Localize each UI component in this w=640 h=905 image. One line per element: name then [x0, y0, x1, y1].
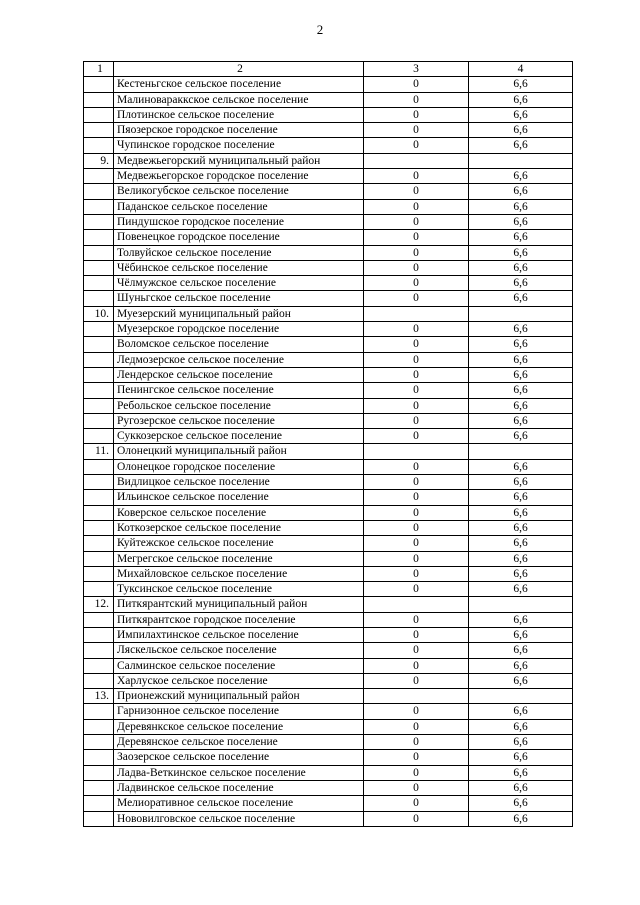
page-number: 2 — [316, 22, 324, 37]
district-row — [84, 689, 573, 704]
table-row — [84, 780, 573, 795]
value-col-3: 0 — [364, 719, 469, 734]
value-col-4: 6,6 — [469, 92, 573, 107]
value-col-3: 0 — [364, 276, 469, 291]
table-row — [84, 505, 573, 520]
value-col-4: 6,6 — [469, 536, 573, 551]
value-col-4: 6,6 — [469, 582, 573, 597]
value-col-4: 6,6 — [469, 413, 573, 428]
row-number — [84, 429, 114, 444]
value-col-3: 0 — [364, 490, 469, 505]
row-number — [84, 780, 114, 795]
settlement-name: Гарнизонное сельское поселение — [114, 704, 364, 719]
row-number — [84, 337, 114, 352]
settlement-name: Муезерский муниципальный район — [114, 306, 364, 321]
value-col-3: 0 — [364, 551, 469, 566]
table-row — [84, 92, 573, 107]
table-header — [84, 62, 573, 77]
row-number — [84, 658, 114, 673]
value-col-3: 0 — [364, 673, 469, 688]
settlement-name: Олонецкое городское поселение — [114, 459, 364, 474]
table-row — [84, 367, 573, 382]
settlement-name: Малиновараккское сельское поселение — [114, 92, 364, 107]
value-col-3: 0 — [364, 337, 469, 352]
header-col-3: 3 — [364, 62, 469, 77]
row-number — [84, 673, 114, 688]
value-col-4: 6,6 — [469, 383, 573, 398]
value-col-3: 0 — [364, 260, 469, 275]
settlement-name: Паданское сельское поселение — [114, 199, 364, 214]
district-row — [84, 597, 573, 612]
value-col-4: 6,6 — [469, 780, 573, 795]
settlement-name: Чёбинское сельское поселение — [114, 260, 364, 275]
row-number — [84, 490, 114, 505]
settlement-name: Лендерское сельское поселение — [114, 367, 364, 382]
row-number — [84, 138, 114, 153]
value-col-3: 0 — [364, 796, 469, 811]
table-row — [84, 673, 573, 688]
table-row — [84, 107, 573, 122]
row-number — [84, 123, 114, 138]
table-row — [84, 352, 573, 367]
table-row — [84, 276, 573, 291]
settlement-name: Повенецкое городское поселение — [114, 230, 364, 245]
value-col-3: 0 — [364, 352, 469, 367]
settlement-name: Толвуйское сельское поселение — [114, 245, 364, 260]
settlements-table — [83, 61, 573, 827]
settlement-name: Ильинское сельское поселение — [114, 490, 364, 505]
row-number — [84, 398, 114, 413]
value-col-4 — [469, 597, 573, 612]
value-col-3: 0 — [364, 169, 469, 184]
value-col-3: 0 — [364, 138, 469, 153]
table-row — [84, 138, 573, 153]
value-col-4: 6,6 — [469, 367, 573, 382]
value-col-4: 6,6 — [469, 169, 573, 184]
settlement-name: Ладва-Веткинское сельское поселение — [114, 765, 364, 780]
settlement-name: Салминское сельское поселение — [114, 658, 364, 673]
settlement-name: Воломское сельское поселение — [114, 337, 364, 352]
table-row — [84, 383, 573, 398]
row-number — [84, 750, 114, 765]
table-row — [84, 490, 573, 505]
row-number — [84, 383, 114, 398]
table-row — [84, 413, 573, 428]
settlement-name: Олонецкий муниципальный район — [114, 444, 364, 459]
row-number — [84, 811, 114, 826]
row-number — [84, 643, 114, 658]
table-row — [84, 322, 573, 337]
value-col-3 — [364, 153, 469, 168]
value-col-4: 6,6 — [469, 260, 573, 275]
value-col-3: 0 — [364, 582, 469, 597]
settlement-name: Медвежьегорское городское поселение — [114, 169, 364, 184]
settlement-name: Питкярантский муниципальный район — [114, 597, 364, 612]
value-col-3: 0 — [364, 536, 469, 551]
table-row — [84, 260, 573, 275]
value-col-4: 6,6 — [469, 276, 573, 291]
row-number: 12. — [84, 597, 114, 612]
settlement-name: Медвежьегорский муниципальный район — [114, 153, 364, 168]
row-number — [84, 77, 114, 92]
value-col-4: 6,6 — [469, 138, 573, 153]
table-row — [84, 704, 573, 719]
value-col-4: 6,6 — [469, 230, 573, 245]
value-col-3: 0 — [364, 398, 469, 413]
value-col-3: 0 — [364, 107, 469, 122]
table-row — [84, 612, 573, 627]
settlement-name: Импилахтинское сельское поселение — [114, 627, 364, 642]
settlement-name: Прионежский муниципальный район — [114, 689, 364, 704]
settlement-name: Ладвинское сельское поселение — [114, 780, 364, 795]
district-row — [84, 153, 573, 168]
settlement-name: Суккозерское сельское поселение — [114, 429, 364, 444]
value-col-4: 6,6 — [469, 643, 573, 658]
table-row — [84, 169, 573, 184]
row-number — [84, 184, 114, 199]
value-col-4: 6,6 — [469, 520, 573, 535]
table-row — [84, 750, 573, 765]
row-number — [84, 627, 114, 642]
row-number — [84, 322, 114, 337]
value-col-3: 0 — [364, 291, 469, 306]
settlement-name: Ребольское сельское поселение — [114, 398, 364, 413]
settlement-name: Михайловское сельское поселение — [114, 566, 364, 581]
table-row — [84, 214, 573, 229]
row-number — [84, 520, 114, 535]
value-col-4: 6,6 — [469, 796, 573, 811]
settlement-name: Пиндушское городское поселение — [114, 214, 364, 229]
value-col-4: 6,6 — [469, 658, 573, 673]
table-row — [84, 658, 573, 673]
settlement-name: Мегрегское сельское поселение — [114, 551, 364, 566]
value-col-3: 0 — [364, 123, 469, 138]
value-col-3 — [364, 306, 469, 321]
settlement-name: Заозерское сельское поселение — [114, 750, 364, 765]
value-col-3: 0 — [364, 520, 469, 535]
value-col-4: 6,6 — [469, 199, 573, 214]
settlement-name: Деревянское сельское поселение — [114, 735, 364, 750]
table-row — [84, 291, 573, 306]
table-row — [84, 123, 573, 138]
row-number: 10. — [84, 306, 114, 321]
table-row — [84, 230, 573, 245]
row-number: 11. — [84, 444, 114, 459]
table-row — [84, 811, 573, 826]
value-col-3 — [364, 689, 469, 704]
district-row — [84, 444, 573, 459]
settlement-name: Кестеньгское сельское поселение — [114, 77, 364, 92]
value-col-3: 0 — [364, 199, 469, 214]
table-row — [84, 796, 573, 811]
row-number — [84, 214, 114, 229]
settlement-name: Ляскельское сельское поселение — [114, 643, 364, 658]
value-col-3: 0 — [364, 627, 469, 642]
row-number — [84, 475, 114, 490]
value-col-3: 0 — [364, 245, 469, 260]
table-row — [84, 627, 573, 642]
value-col-4: 6,6 — [469, 719, 573, 734]
value-col-3 — [364, 444, 469, 459]
value-col-4 — [469, 444, 573, 459]
row-number — [84, 704, 114, 719]
table-row — [84, 199, 573, 214]
row-number — [84, 582, 114, 597]
value-col-4: 6,6 — [469, 245, 573, 260]
row-number — [84, 245, 114, 260]
value-col-3: 0 — [364, 735, 469, 750]
table-row — [84, 566, 573, 581]
value-col-4: 6,6 — [469, 475, 573, 490]
settlement-name: Нововилговское сельское поселение — [114, 811, 364, 826]
value-col-3: 0 — [364, 780, 469, 795]
row-number — [84, 796, 114, 811]
value-col-3: 0 — [364, 475, 469, 490]
value-col-4: 6,6 — [469, 505, 573, 520]
value-col-4 — [469, 689, 573, 704]
table-row — [84, 765, 573, 780]
value-col-3: 0 — [364, 184, 469, 199]
table-row — [84, 551, 573, 566]
value-col-4: 6,6 — [469, 337, 573, 352]
settlement-name: Туксинское сельское поселение — [114, 582, 364, 597]
settlement-name: Коверское сельское поселение — [114, 505, 364, 520]
row-number — [84, 566, 114, 581]
value-col-3 — [364, 597, 469, 612]
row-number — [84, 291, 114, 306]
district-row — [84, 306, 573, 321]
value-col-4: 6,6 — [469, 811, 573, 826]
settlement-name: Куйтежское сельское поселение — [114, 536, 364, 551]
value-col-3: 0 — [364, 413, 469, 428]
table-row — [84, 184, 573, 199]
settlement-name: Пенингское сельское поселение — [114, 383, 364, 398]
value-col-3: 0 — [364, 612, 469, 627]
settlement-name: Муезерское городское поселение — [114, 322, 364, 337]
header-col-4: 4 — [469, 62, 573, 77]
row-number — [84, 765, 114, 780]
value-col-3: 0 — [364, 566, 469, 581]
value-col-4: 6,6 — [469, 612, 573, 627]
row-number — [84, 352, 114, 367]
row-number — [84, 505, 114, 520]
table-row — [84, 719, 573, 734]
value-col-4 — [469, 153, 573, 168]
value-col-4: 6,6 — [469, 398, 573, 413]
row-number — [84, 276, 114, 291]
table-row — [84, 536, 573, 551]
value-col-4: 6,6 — [469, 459, 573, 474]
row-number — [84, 107, 114, 122]
row-number — [84, 260, 114, 275]
value-col-3: 0 — [364, 505, 469, 520]
table-body — [84, 77, 573, 827]
settlement-name: Видлицкое сельское поселение — [114, 475, 364, 490]
row-number — [84, 612, 114, 627]
settlement-name: Ледмозерское сельское поселение — [114, 352, 364, 367]
value-col-3: 0 — [364, 92, 469, 107]
value-col-4: 6,6 — [469, 107, 573, 122]
value-col-3: 0 — [364, 643, 469, 658]
row-number — [84, 719, 114, 734]
value-col-3: 0 — [364, 383, 469, 398]
row-number — [84, 230, 114, 245]
value-col-4: 6,6 — [469, 704, 573, 719]
table-row — [84, 520, 573, 535]
value-col-3: 0 — [364, 658, 469, 673]
settlement-name: Деревянкское сельское поселение — [114, 719, 364, 734]
value-col-3: 0 — [364, 429, 469, 444]
table-row — [84, 475, 573, 490]
settlement-name: Чёлмужское сельское поселение — [114, 276, 364, 291]
value-col-4: 6,6 — [469, 123, 573, 138]
value-col-3: 0 — [364, 230, 469, 245]
row-number — [84, 551, 114, 566]
header-col-2: 2 — [114, 62, 364, 77]
value-col-4: 6,6 — [469, 77, 573, 92]
value-col-4: 6,6 — [469, 735, 573, 750]
value-col-3: 0 — [364, 811, 469, 826]
value-col-4: 6,6 — [469, 765, 573, 780]
header-col-1: 1 — [84, 62, 114, 77]
row-number — [84, 735, 114, 750]
table-row — [84, 735, 573, 750]
value-col-3: 0 — [364, 322, 469, 337]
row-number — [84, 536, 114, 551]
value-col-4: 6,6 — [469, 673, 573, 688]
value-col-4: 6,6 — [469, 291, 573, 306]
table-row — [84, 429, 573, 444]
table-row — [84, 245, 573, 260]
row-number — [84, 199, 114, 214]
row-number — [84, 413, 114, 428]
value-col-4: 6,6 — [469, 627, 573, 642]
value-col-3: 0 — [364, 77, 469, 92]
settlement-name: Плотинское сельское поселение — [114, 107, 364, 122]
value-col-4: 6,6 — [469, 490, 573, 505]
settlement-name: Харлуское сельское поселение — [114, 673, 364, 688]
value-col-4: 6,6 — [469, 352, 573, 367]
value-col-3: 0 — [364, 214, 469, 229]
row-number: 9. — [84, 153, 114, 168]
row-number — [84, 459, 114, 474]
value-col-4: 6,6 — [469, 750, 573, 765]
value-col-4 — [469, 306, 573, 321]
value-col-4: 6,6 — [469, 566, 573, 581]
value-col-4: 6,6 — [469, 322, 573, 337]
table-row — [84, 643, 573, 658]
settlement-name: Великогубское сельское поселение — [114, 184, 364, 199]
settlement-name: Питкярантское городское поселение — [114, 612, 364, 627]
table-header-row — [84, 62, 573, 77]
table-row — [84, 337, 573, 352]
row-number — [84, 169, 114, 184]
row-number: 13. — [84, 689, 114, 704]
value-col-3: 0 — [364, 704, 469, 719]
value-col-4: 6,6 — [469, 214, 573, 229]
row-number — [84, 92, 114, 107]
settlement-name: Коткозерское сельское поселение — [114, 520, 364, 535]
value-col-4: 6,6 — [469, 184, 573, 199]
table-row — [84, 77, 573, 92]
settlement-name: Чупинское городское поселение — [114, 138, 364, 153]
value-col-3: 0 — [364, 459, 469, 474]
table-row — [84, 459, 573, 474]
value-col-3: 0 — [364, 765, 469, 780]
value-col-4: 6,6 — [469, 429, 573, 444]
row-number — [84, 367, 114, 382]
value-col-3: 0 — [364, 367, 469, 382]
settlement-name: Пяозерское городское поселение — [114, 123, 364, 138]
settlement-name: Мелиоративное сельское поселение — [114, 796, 364, 811]
settlement-name: Шуньгское сельское поселение — [114, 291, 364, 306]
table-row — [84, 582, 573, 597]
value-col-3: 0 — [364, 750, 469, 765]
value-col-4: 6,6 — [469, 551, 573, 566]
table-row — [84, 398, 573, 413]
settlement-name: Ругозерское сельское поселение — [114, 413, 364, 428]
